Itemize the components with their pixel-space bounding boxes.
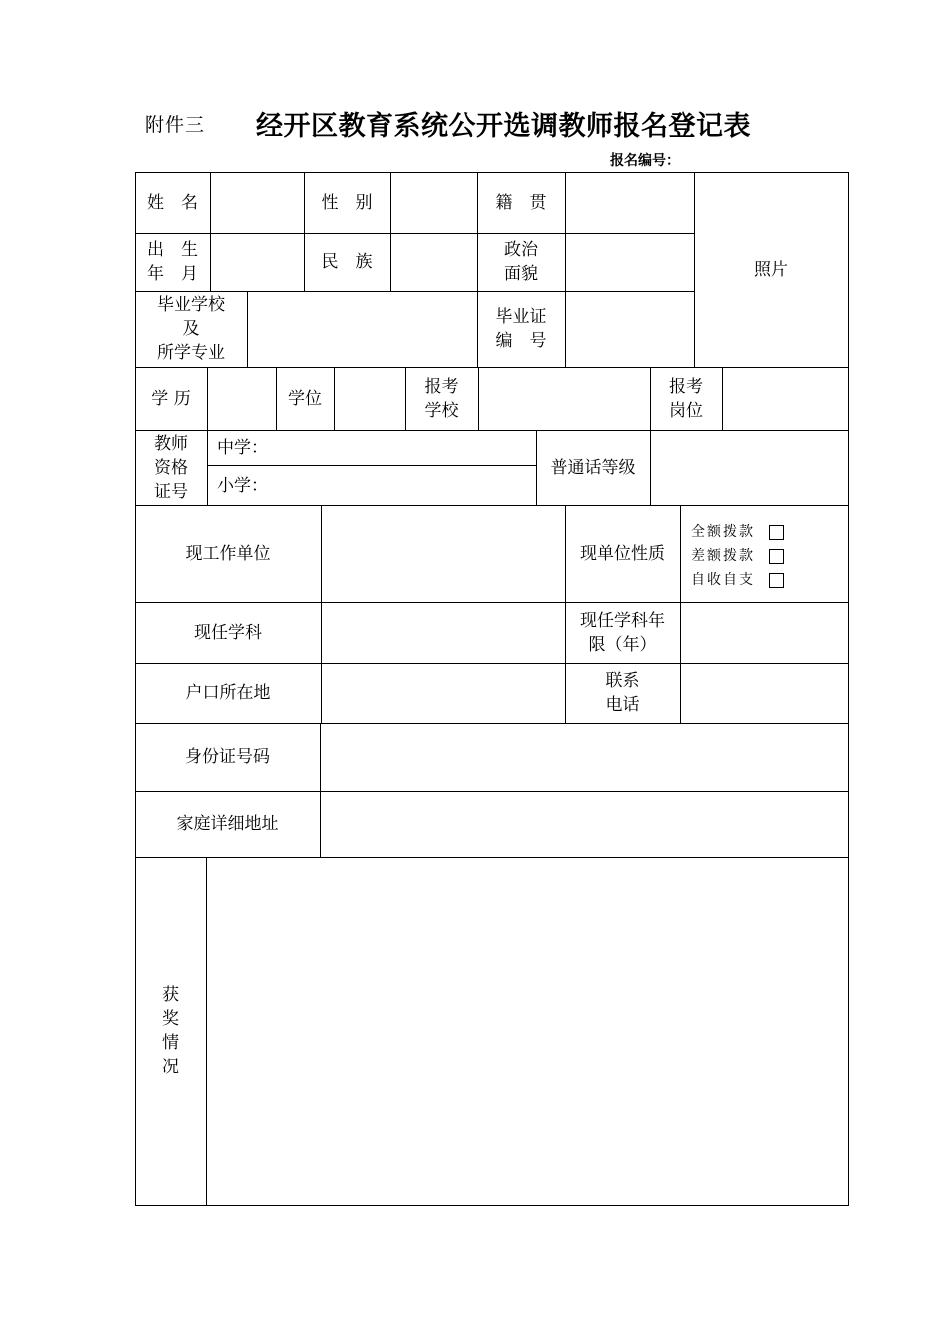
- checkbox[interactable]: [769, 573, 784, 588]
- field-diploma-number[interactable]: [566, 292, 694, 367]
- field-awards[interactable]: [207, 858, 848, 1205]
- field-middle-school-cert[interactable]: 中学：: [217, 437, 268, 458]
- field-home-address[interactable]: [321, 792, 848, 857]
- label-political-status: 政治 面貌: [504, 240, 538, 284]
- label-apply-school: 报考 学校: [424, 376, 459, 421]
- option-label: 全额拨款: [691, 524, 755, 540]
- field-primary-school-cert[interactable]: 小学：: [217, 475, 268, 496]
- option-label: 差额拨款: [691, 548, 755, 564]
- label-gender: 性 别: [321, 192, 373, 213]
- field-name[interactable]: [211, 173, 304, 233]
- field-phone[interactable]: [681, 664, 848, 723]
- label-id-number: 身份证号码: [185, 747, 270, 767]
- label-native-place: 籍 贯: [495, 192, 547, 213]
- option-full-funding[interactable]: [691, 520, 784, 544]
- label-ethnicity: 民 族: [321, 252, 373, 272]
- label-work-unit: 现工作单位: [185, 543, 271, 564]
- option-label: 自收自支: [691, 572, 755, 588]
- field-apply-post[interactable]: [723, 368, 848, 430]
- option-self-funded[interactable]: [691, 568, 784, 592]
- label-subject-years: 现任学科年 限（年）: [580, 610, 665, 655]
- form-border-bottom: [135, 1205, 849, 1206]
- field-birth-date[interactable]: [211, 234, 304, 291]
- field-political-status[interactable]: [566, 234, 694, 291]
- label-graduate-school: 毕业学校 及 所学专业: [157, 295, 225, 363]
- label-degree: 学位: [288, 388, 322, 409]
- registration-number-label: 报名编号：: [610, 153, 680, 169]
- label-current-subject: 现任学科: [194, 622, 262, 643]
- checkbox[interactable]: [769, 525, 784, 540]
- label-unit-nature: 现单位性质: [580, 543, 665, 564]
- field-apply-school[interactable]: [479, 368, 650, 430]
- label-diploma-number: 毕业证 编 号: [495, 307, 547, 351]
- label-phone: 联系 电话: [605, 671, 640, 715]
- option-partial-funding[interactable]: [691, 544, 784, 568]
- label-mandarin-level: 普通话等级: [550, 457, 636, 478]
- form-border-right: [848, 172, 849, 1206]
- label-birth-date: 出 生 年 月: [147, 240, 198, 284]
- field-subject-years[interactable]: [681, 603, 848, 663]
- unit-nature-options: [691, 520, 784, 592]
- field-gender[interactable]: [391, 173, 477, 233]
- page-title: 经开区教育系统公开选调教师报名登记表: [256, 111, 751, 142]
- field-degree[interactable]: [335, 368, 405, 430]
- field-id-number[interactable]: [321, 724, 848, 791]
- field-work-unit[interactable]: [322, 506, 565, 602]
- attachment-label: 附件三: [145, 114, 206, 136]
- field-hukou[interactable]: [322, 664, 565, 723]
- checkbox[interactable]: [769, 549, 784, 564]
- field-education[interactable]: [208, 368, 276, 430]
- label-teacher-certificate: 教师 资格 证号: [154, 433, 188, 502]
- label-education: 学 历: [151, 388, 191, 409]
- label-name: 姓 名: [147, 192, 198, 213]
- field-graduate-school[interactable]: [248, 292, 477, 367]
- field-ethnicity[interactable]: [391, 234, 477, 291]
- label-awards: 获 奖 情 况: [162, 985, 179, 1077]
- field-mandarin-level[interactable]: [651, 431, 848, 505]
- photo-box[interactable]: 照片: [754, 259, 788, 280]
- label-apply-post: 报考 岗位: [669, 376, 703, 421]
- field-native-place[interactable]: [566, 173, 694, 233]
- label-home-address: 家庭详细地址: [176, 814, 279, 834]
- label-hukou: 户口所在地: [185, 683, 271, 703]
- field-current-subject[interactable]: [322, 603, 565, 663]
